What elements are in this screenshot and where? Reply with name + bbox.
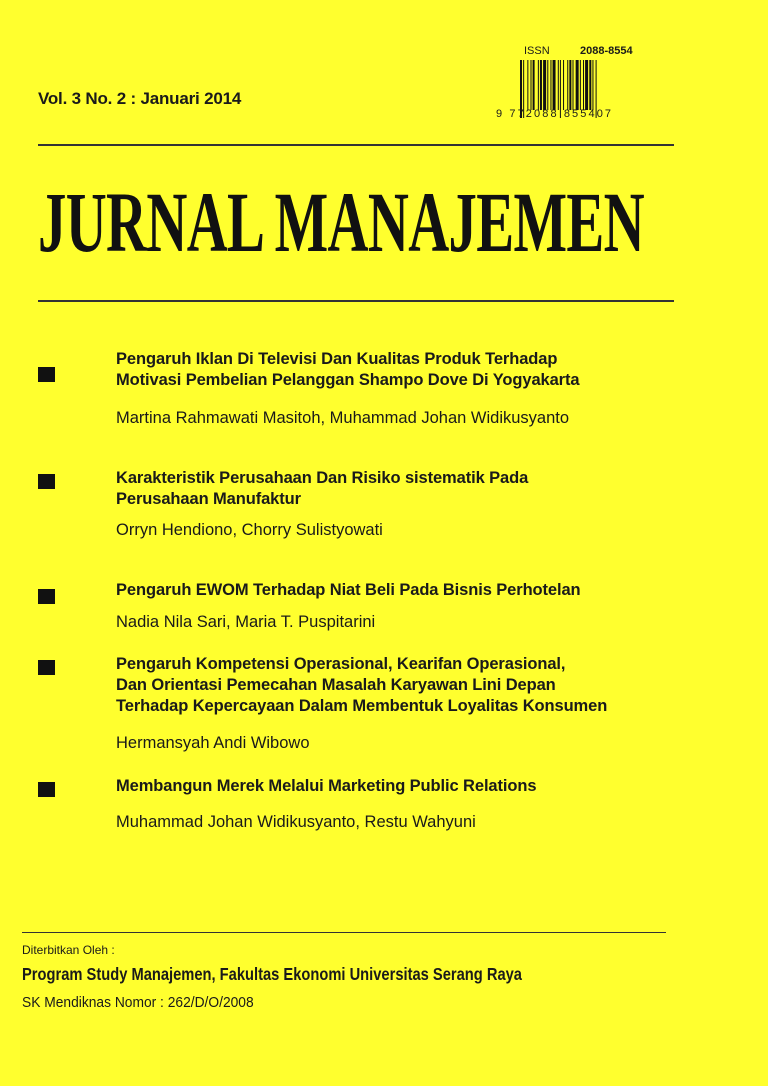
article-title-line: Motivasi Pembelian Pelanggan Shampo Dove Di Yogyakarta (116, 371, 580, 389)
article-title (116, 580, 756, 601)
article-title-line: Pengaruh EWOM Terhadap Niat Beli Pada Bisnis Perhotelan (116, 581, 581, 599)
article-title-line: Pengaruh Iklan Di Televisi Dan Kualitas Produk Terhadap (116, 350, 558, 368)
article-authors: Hermansyah Andi Wibowo (116, 734, 310, 752)
article-title (116, 468, 756, 510)
article-authors: Martina Rahmawati Masitoh, Muhammad Johan Widikusyanto (116, 409, 570, 427)
journal-title: JURNAL MANAJEMEN (38, 174, 644, 270)
issn-number: 2088-8554 (580, 45, 633, 57)
article-title (116, 654, 756, 717)
article-title-line: Dan Orientasi Pemecahan Masalah Karyawan Lini Depan (116, 676, 556, 694)
issn-row (508, 44, 660, 60)
publisher-label: Diterbitkan Oleh : (22, 943, 115, 957)
issn-block (496, 44, 660, 120)
bullet-square-icon (38, 474, 55, 489)
title-divider (38, 300, 674, 302)
article-authors: Nadia Nila Sari, Maria T. Puspitarini (116, 613, 376, 631)
article-title-line: Membangun Merek Melalui Marketing Public Relations (116, 777, 537, 795)
article-authors: Orryn Hendiono, Chorry Sulistyowati (116, 521, 383, 539)
article-authors: Muhammad Johan Widikusyanto, Restu Wahyuni (116, 813, 476, 831)
bullet-square-icon (38, 589, 55, 604)
article-title (116, 776, 756, 797)
footer-divider (22, 932, 666, 933)
article-title (116, 349, 756, 391)
bullet-square-icon (38, 782, 55, 797)
article-title-line: Karakteristik Perusahaan Dan Risiko sistematik Pada (116, 469, 529, 487)
top-divider (38, 144, 674, 146)
issn-label: ISSN (524, 45, 550, 57)
bullet-square-icon (38, 660, 55, 675)
bullet-square-icon (38, 367, 55, 382)
barcode-digits: 9 772088 855407 (496, 108, 614, 120)
license-number: SK Mendiknas Nomor : 262/D/O/2008 (22, 994, 254, 1011)
volume-issue: Vol. 3 No. 2 : Januari 2014 (38, 89, 242, 108)
publisher-name: Program Study Manajemen, Fakultas Ekonomi Universitas Serang Raya (22, 964, 522, 984)
article-title-line: Terhadap Kepercayaan Dalam Membentuk Loyalitas Konsumen (116, 697, 608, 715)
article-title-line: Pengaruh Kompetensi Operasional, Kearifan Operasional, (116, 655, 566, 673)
article-title-line: Perusahaan Manufaktur (116, 490, 301, 508)
